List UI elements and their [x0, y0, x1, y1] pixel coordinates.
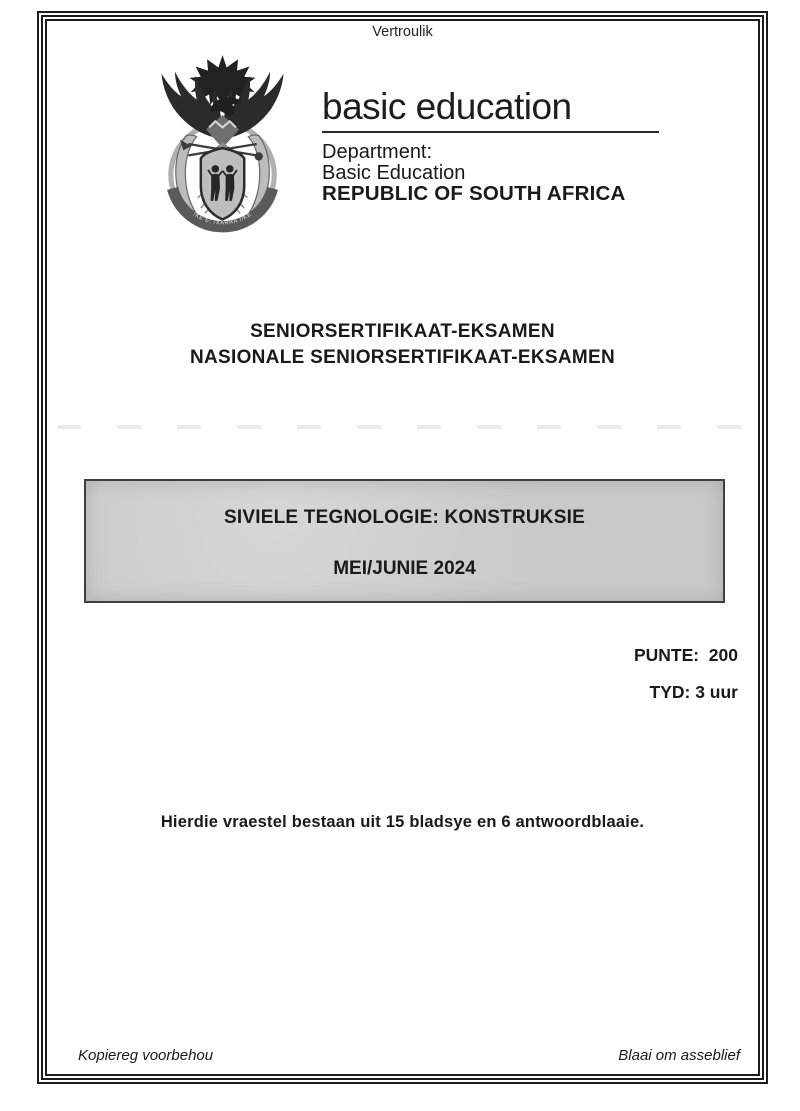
confidential-label: Vertroulik	[372, 24, 433, 40]
department-name: Basic Education	[322, 161, 466, 184]
scan-artifact-row	[57, 425, 748, 429]
department-label: Department:	[322, 141, 433, 163]
motto-text: !KE E: /XARRA //KE	[191, 211, 254, 227]
time-allowed: TYD: 3 uur	[649, 682, 738, 702]
department-block	[322, 142, 682, 204]
copyright-notice: Kopiereg voorbehou	[78, 1047, 214, 1064]
exam-header-line1: SENIORSERTIFIKAAT-EKSAMEN	[250, 321, 555, 342]
exam-header-line2: NASIONALE SENIORSERTIFIKAAT-EKSAMEN	[189, 347, 615, 368]
exam-session: MEI/JUNIE 2024	[333, 558, 476, 579]
basic-education-logotype: basic education	[322, 86, 572, 127]
subject-title: SIVIELE TEGNOLOGIE: KONSTRUKSIE	[224, 507, 585, 528]
country-name: REPUBLIC OF SOUTH AFRICA	[322, 181, 626, 205]
marks-total: PUNTE: 200	[633, 645, 738, 665]
turn-over-notice: Blaai om asseblief	[618, 1047, 740, 1064]
exam-header	[37, 319, 768, 371]
coat-of-arms-emblem	[149, 53, 294, 235]
exam-cover-sheet	[37, 11, 768, 1084]
pages-note: Hierdie vraestel bestaan uit 15 bladsye en 6 antwoordblaaie.	[160, 813, 645, 831]
logotype-underline	[322, 131, 659, 133]
masthead-text-block	[322, 85, 682, 204]
shield-icon	[201, 148, 244, 219]
subject-title-box	[84, 479, 725, 603]
